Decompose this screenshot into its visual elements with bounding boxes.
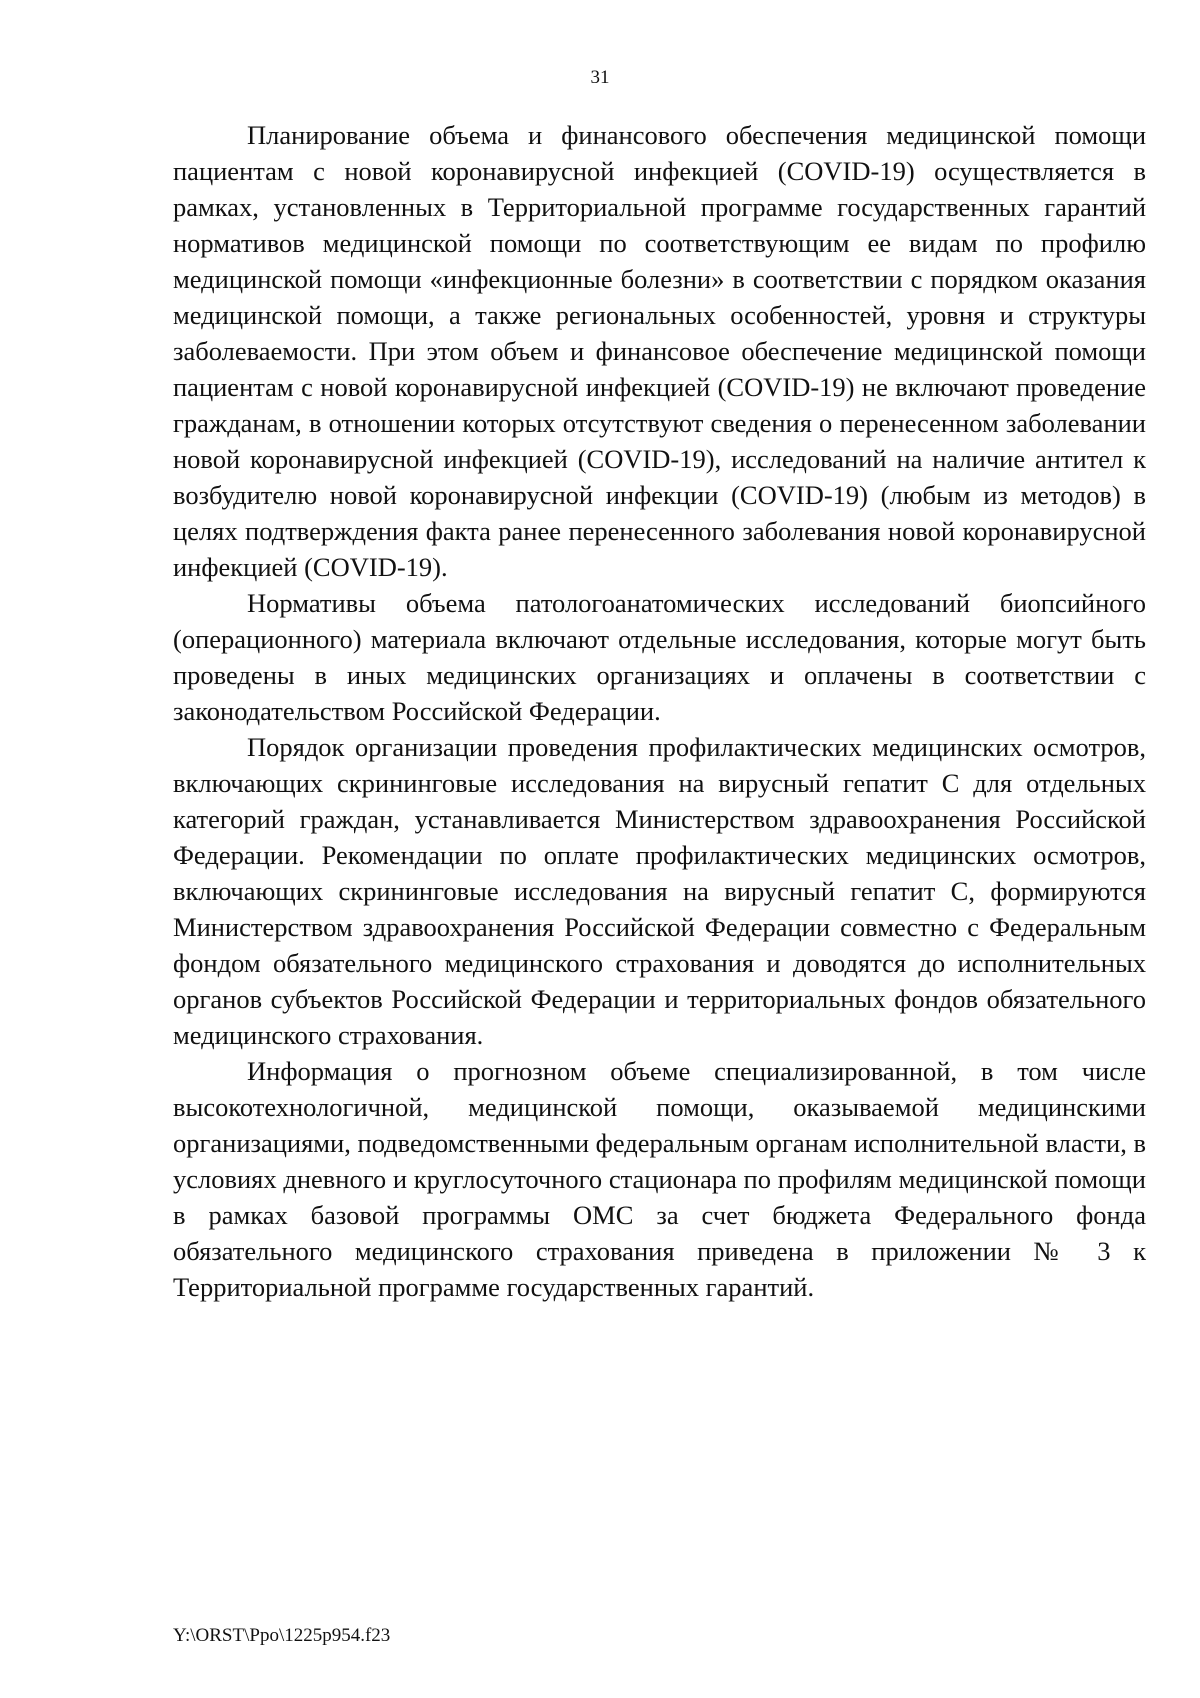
- page-number: 31: [590, 67, 610, 88]
- document-body: [173, 117, 1146, 1305]
- paragraph-pathology-norms: Нормативы объема патологоанатомических исследований биопсийного (операционного) материала включают отдельные исследования, которые могут быть проведены в иных медицинских организациях и оплачены в соответствии с законодательством Российской Федерации.: [173, 588, 1146, 726]
- paragraph-hepatitis-screening: Порядок организации проведения профилактических медицинских осмотров, включающих скрининговые исследования на вирусный гепатит С для отдельных категорий граждан, устанавливается Министерством здравоохранения Российской Федерации. Рекомендации по оплате профилактических медицинских осмотров, включающих скрининговые исследования на вирусный гепатит С, формируются Министерством здравоохранения Российской Федерации совместно с Федеральным фондом обязательного медицинского страхования и доводятся до исполнительных органов субъектов Российской Федерации и территориальных фондов обязательного медицинского страхования.: [173, 732, 1146, 1050]
- paragraph-covid-planning: Планирование объема и финансового обеспечения медицинской помощи пациентам с новой коронавирусной инфекцией (COVID-19) осуществляется в рамках, установленных в Территориальной программе государственных гарантий нормативов медицинской помощи по соответствующим ее видам по профилю медицинской помощи «инфекционные болезни» в соответствии с порядком оказания медицинской помощи, а также региональных особенностей, уровня и структуры заболеваемости. При этом объем и финансовое обеспечение медицинской помощи пациентам с новой коронавирусной инфекцией (COVID-19) не включают проведение гражданам, в отношении которых отсутствуют сведения о перенесенном заболевании новой коронавирусной инфекцией (COVID-19), исследований на наличие антител к возбудителю новой коронавирусной инфекции (COVID-19) (любым из методов) в целях подтверждения факта ранее перенесенного заболевания новой коронавирусной инфекцией (COVID-19).: [173, 120, 1146, 582]
- footer-file-path: Y:\ORST\Ppo\1225p954.f23: [173, 1625, 391, 1646]
- paragraph-specialized-care-info: Информация о прогнозном объеме специализированной, в том числе высокотехнологичной, медицинской помощи, оказываемой медицинскими организациями, подведомственными федеральным органам исполнительной власти, в условиях дневного и круглосуточного стационара по профилям медицинской помощи в рамках базовой программы ОМС за счет бюджета Федерального фонда обязательного медицинского страхования приведена в приложении № 3 к Территориальной программе государственных гарантий.: [173, 1056, 1146, 1302]
